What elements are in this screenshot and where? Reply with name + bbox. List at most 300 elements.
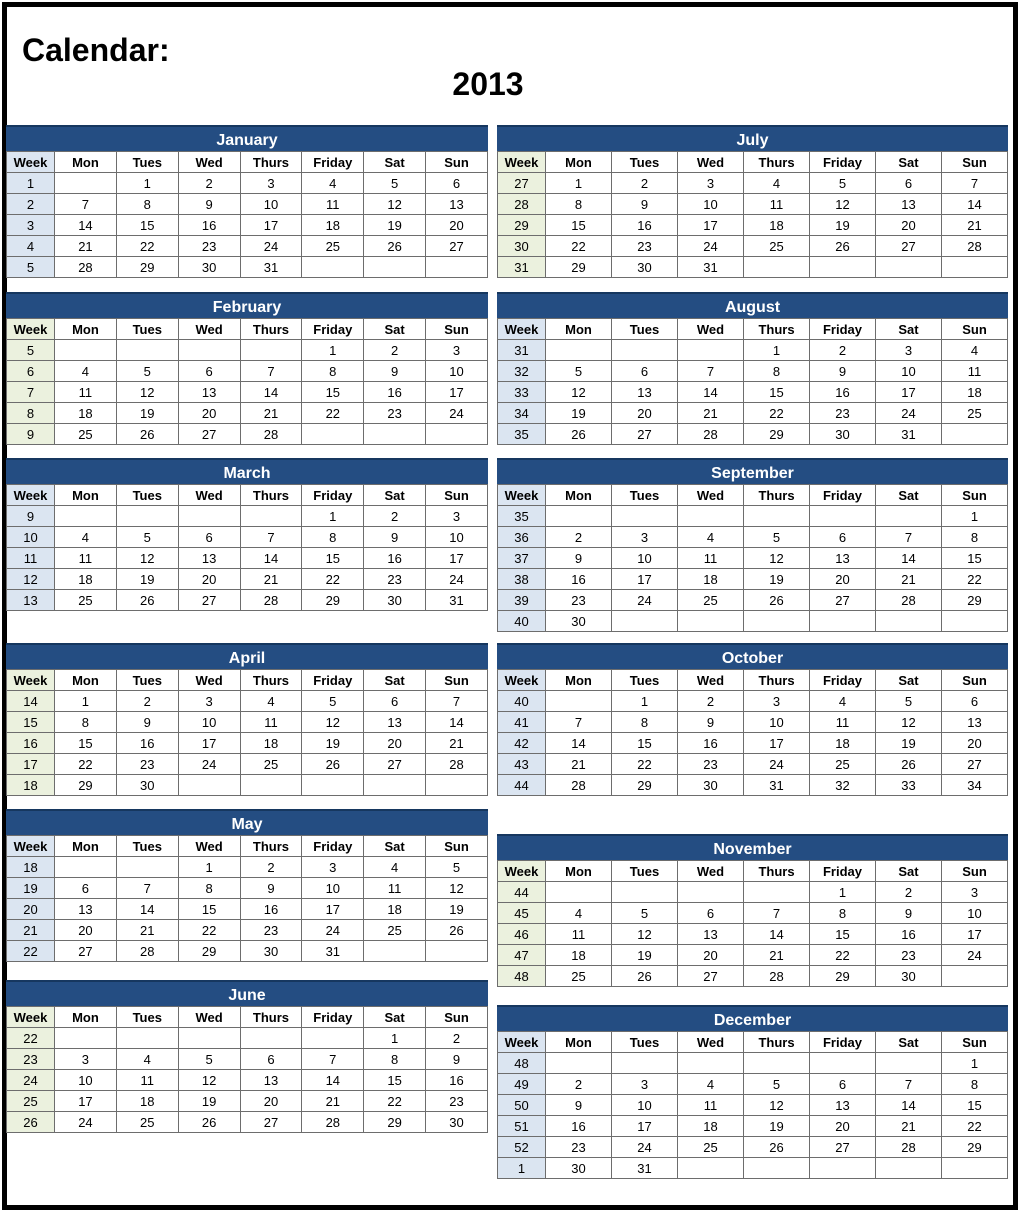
day-cell: [116, 1028, 178, 1049]
week-row: [498, 590, 1008, 611]
day-cell: 18: [302, 215, 364, 236]
week-number: 13: [7, 590, 55, 611]
day-cell: [942, 257, 1008, 278]
day-cell: 6: [178, 361, 240, 382]
week-number: 14: [7, 691, 55, 712]
day-cell: 12: [810, 194, 876, 215]
day-cell: 6: [678, 903, 744, 924]
day-cell: 5: [116, 527, 178, 548]
day-cell: 26: [744, 590, 810, 611]
day-cell: 8: [55, 712, 117, 733]
day-cell: 3: [612, 527, 678, 548]
day-cell: 13: [55, 899, 117, 920]
day-cell: 13: [942, 712, 1008, 733]
day-cell: 13: [364, 712, 426, 733]
day-cell: [744, 506, 810, 527]
day-cell: [240, 506, 302, 527]
day-cell: 1: [546, 173, 612, 194]
day-cell: 27: [55, 941, 117, 962]
day-cell: 8: [612, 712, 678, 733]
day-cell: 23: [116, 754, 178, 775]
week-row: [498, 1053, 1008, 1074]
week-number: 4: [7, 236, 55, 257]
day-cell: 1: [178, 857, 240, 878]
day-cell: [744, 1053, 810, 1074]
month-table: [6, 151, 488, 278]
day-cell: 7: [678, 361, 744, 382]
day-cell: [678, 506, 744, 527]
day-cell: 5: [810, 173, 876, 194]
day-cell: 22: [942, 569, 1008, 590]
day-cell: 29: [55, 775, 117, 796]
month-name: March: [6, 458, 488, 484]
day-cell: 28: [876, 590, 942, 611]
day-cell: [178, 506, 240, 527]
week-row: [7, 920, 488, 941]
day-cell: 21: [942, 215, 1008, 236]
day-cell: 22: [302, 569, 364, 590]
day-cell: 14: [240, 548, 302, 569]
week-row: [7, 548, 488, 569]
column-header: Wed: [678, 152, 744, 173]
day-cell: 17: [612, 1116, 678, 1137]
day-cell: 1: [302, 340, 364, 361]
header-row: [7, 485, 488, 506]
day-cell: 6: [426, 173, 488, 194]
week-number: 19: [7, 878, 55, 899]
day-cell: 12: [546, 382, 612, 403]
day-cell: 1: [744, 340, 810, 361]
day-cell: 9: [546, 1095, 612, 1116]
day-cell: 1: [942, 506, 1008, 527]
day-cell: 15: [942, 548, 1008, 569]
week-number: 30: [498, 236, 546, 257]
day-cell: [546, 506, 612, 527]
day-cell: 17: [942, 924, 1008, 945]
day-cell: 20: [364, 733, 426, 754]
day-cell: 27: [178, 590, 240, 611]
day-cell: 1: [364, 1028, 426, 1049]
day-cell: 10: [744, 712, 810, 733]
day-cell: [678, 340, 744, 361]
day-cell: 29: [116, 257, 178, 278]
day-cell: 16: [116, 733, 178, 754]
column-header: Week: [7, 1007, 55, 1028]
day-cell: 24: [612, 590, 678, 611]
day-cell: [876, 506, 942, 527]
day-cell: 15: [942, 1095, 1008, 1116]
column-header: Week: [498, 485, 546, 506]
day-cell: 24: [426, 403, 488, 424]
day-cell: 3: [942, 882, 1008, 903]
month-august: [497, 292, 1008, 445]
day-cell: 13: [678, 924, 744, 945]
week-number: 46: [498, 924, 546, 945]
day-cell: 24: [942, 945, 1008, 966]
day-cell: [364, 775, 426, 796]
day-cell: 5: [302, 691, 364, 712]
day-cell: 16: [364, 548, 426, 569]
week-number: 32: [498, 361, 546, 382]
week-row: [498, 215, 1008, 236]
day-cell: 22: [55, 754, 117, 775]
day-cell: 28: [240, 424, 302, 445]
day-cell: [302, 424, 364, 445]
day-cell: 20: [178, 569, 240, 590]
column-header: Sat: [876, 152, 942, 173]
day-cell: 23: [364, 403, 426, 424]
week-row: [7, 712, 488, 733]
month-name: December: [497, 1005, 1008, 1031]
day-cell: 18: [55, 403, 117, 424]
day-cell: [612, 506, 678, 527]
month-name: November: [497, 834, 1008, 860]
day-cell: [116, 506, 178, 527]
day-cell: 6: [240, 1049, 302, 1070]
week-number: 26: [7, 1112, 55, 1133]
header-row: [7, 670, 488, 691]
column-header: Sat: [364, 1007, 426, 1028]
day-cell: 7: [876, 527, 942, 548]
day-cell: 9: [426, 1049, 488, 1070]
day-cell: 8: [942, 1074, 1008, 1095]
day-cell: 20: [426, 215, 488, 236]
day-cell: 30: [546, 611, 612, 632]
day-cell: 7: [240, 527, 302, 548]
day-cell: [942, 1158, 1008, 1179]
header-row: [498, 319, 1008, 340]
column-header: Thurs: [240, 1007, 302, 1028]
week-number: 15: [7, 712, 55, 733]
day-cell: [744, 611, 810, 632]
day-cell: 22: [546, 236, 612, 257]
column-header: Sun: [942, 485, 1008, 506]
day-cell: 2: [178, 173, 240, 194]
week-row: [7, 754, 488, 775]
day-cell: 23: [810, 403, 876, 424]
day-cell: 11: [240, 712, 302, 733]
column-header: Friday: [302, 152, 364, 173]
week-row: [498, 966, 1008, 987]
day-cell: 27: [810, 590, 876, 611]
day-cell: 2: [426, 1028, 488, 1049]
column-header: Friday: [810, 670, 876, 691]
day-cell: 25: [942, 403, 1008, 424]
day-cell: 29: [942, 1137, 1008, 1158]
column-header: Mon: [546, 485, 612, 506]
day-cell: 27: [612, 424, 678, 445]
column-header: Thurs: [744, 485, 810, 506]
day-cell: 16: [678, 733, 744, 754]
day-cell: 25: [55, 590, 117, 611]
day-cell: 3: [612, 1074, 678, 1095]
day-cell: 2: [810, 340, 876, 361]
column-header: Week: [498, 861, 546, 882]
day-cell: [302, 257, 364, 278]
week-row: [7, 569, 488, 590]
day-cell: 4: [240, 691, 302, 712]
day-cell: 20: [178, 403, 240, 424]
day-cell: [426, 424, 488, 445]
week-row: [7, 878, 488, 899]
day-cell: 12: [744, 1095, 810, 1116]
day-cell: [876, 1053, 942, 1074]
day-cell: [240, 1028, 302, 1049]
header-row: [498, 861, 1008, 882]
day-cell: 14: [116, 899, 178, 920]
day-cell: 21: [116, 920, 178, 941]
month-name: June: [6, 980, 488, 1006]
header-row: [498, 1032, 1008, 1053]
day-cell: 31: [426, 590, 488, 611]
column-header: Sat: [876, 319, 942, 340]
header-row: [7, 319, 488, 340]
column-header: Week: [498, 670, 546, 691]
day-cell: 12: [302, 712, 364, 733]
column-header: Mon: [546, 152, 612, 173]
day-cell: 22: [364, 1091, 426, 1112]
month-table: [6, 484, 488, 611]
week-row: [7, 361, 488, 382]
day-cell: [876, 1158, 942, 1179]
column-header: Sat: [364, 485, 426, 506]
day-cell: 7: [55, 194, 117, 215]
day-cell: 5: [178, 1049, 240, 1070]
day-cell: 15: [302, 382, 364, 403]
day-cell: 10: [178, 712, 240, 733]
week-number: 29: [498, 215, 546, 236]
week-number: 5: [7, 257, 55, 278]
day-cell: 19: [426, 899, 488, 920]
day-cell: 24: [612, 1137, 678, 1158]
column-header: Thurs: [744, 1032, 810, 1053]
column-header: Tues: [116, 836, 178, 857]
week-number: 52: [498, 1137, 546, 1158]
day-cell: 27: [426, 236, 488, 257]
day-cell: 23: [240, 920, 302, 941]
column-header: Sat: [364, 319, 426, 340]
day-cell: 8: [364, 1049, 426, 1070]
day-cell: 27: [678, 966, 744, 987]
day-cell: 5: [876, 691, 942, 712]
day-cell: 8: [942, 527, 1008, 548]
week-number: 48: [498, 1053, 546, 1074]
day-cell: [810, 1053, 876, 1074]
day-cell: 22: [744, 403, 810, 424]
day-cell: 11: [678, 548, 744, 569]
day-cell: 11: [942, 361, 1008, 382]
header-row: [7, 152, 488, 173]
week-number: 9: [7, 424, 55, 445]
day-cell: 23: [678, 754, 744, 775]
week-number: 9: [7, 506, 55, 527]
day-cell: 18: [810, 733, 876, 754]
day-cell: 9: [810, 361, 876, 382]
day-cell: 20: [678, 945, 744, 966]
day-cell: [364, 424, 426, 445]
day-cell: 25: [678, 590, 744, 611]
week-number: 6: [7, 361, 55, 382]
week-number: 18: [7, 775, 55, 796]
week-row: [498, 1158, 1008, 1179]
day-cell: 15: [116, 215, 178, 236]
month-february: [6, 292, 488, 445]
column-header: Tues: [116, 152, 178, 173]
day-cell: [178, 1028, 240, 1049]
day-cell: 23: [876, 945, 942, 966]
column-header: Wed: [178, 319, 240, 340]
month-table: [497, 1031, 1008, 1179]
day-cell: 25: [55, 424, 117, 445]
day-cell: 2: [116, 691, 178, 712]
day-cell: [546, 340, 612, 361]
day-cell: 20: [876, 215, 942, 236]
day-cell: [55, 173, 117, 194]
column-header: Sat: [876, 670, 942, 691]
week-number: 2: [7, 194, 55, 215]
day-cell: 11: [55, 382, 117, 403]
column-header: Thurs: [240, 836, 302, 857]
day-cell: 4: [116, 1049, 178, 1070]
day-cell: 12: [364, 194, 426, 215]
day-cell: 10: [876, 361, 942, 382]
week-row: [7, 527, 488, 548]
day-cell: 33: [876, 775, 942, 796]
month-december: [497, 1005, 1008, 1179]
day-cell: 4: [302, 173, 364, 194]
month-may: [6, 809, 488, 962]
day-cell: 14: [678, 382, 744, 403]
day-cell: 23: [364, 569, 426, 590]
day-cell: 12: [876, 712, 942, 733]
day-cell: 2: [364, 506, 426, 527]
day-cell: 9: [364, 361, 426, 382]
day-cell: 31: [744, 775, 810, 796]
day-cell: 3: [744, 691, 810, 712]
day-cell: 30: [426, 1112, 488, 1133]
month-table: [6, 669, 488, 796]
column-header: Sat: [876, 1032, 942, 1053]
column-header: Week: [7, 670, 55, 691]
column-header: Wed: [178, 485, 240, 506]
column-header: Thurs: [744, 670, 810, 691]
day-cell: 5: [744, 1074, 810, 1095]
day-cell: 8: [116, 194, 178, 215]
day-cell: 17: [240, 215, 302, 236]
column-header: Friday: [302, 319, 364, 340]
day-cell: [426, 257, 488, 278]
day-cell: 23: [426, 1091, 488, 1112]
day-cell: 29: [302, 590, 364, 611]
week-row: [498, 903, 1008, 924]
day-cell: 6: [810, 1074, 876, 1095]
day-cell: 7: [942, 173, 1008, 194]
week-row: [498, 712, 1008, 733]
day-cell: [744, 257, 810, 278]
day-cell: 6: [810, 527, 876, 548]
week-row: [498, 733, 1008, 754]
column-header: Week: [7, 836, 55, 857]
week-number: 43: [498, 754, 546, 775]
day-cell: 27: [810, 1137, 876, 1158]
day-cell: 14: [942, 194, 1008, 215]
week-row: [498, 361, 1008, 382]
day-cell: 19: [116, 569, 178, 590]
column-header: Sun: [426, 152, 488, 173]
week-row: [7, 1070, 488, 1091]
day-cell: 22: [302, 403, 364, 424]
day-cell: 11: [810, 712, 876, 733]
day-cell: 12: [612, 924, 678, 945]
day-cell: 11: [116, 1070, 178, 1091]
day-cell: 25: [116, 1112, 178, 1133]
day-cell: 14: [55, 215, 117, 236]
day-cell: 21: [426, 733, 488, 754]
header-row: [498, 670, 1008, 691]
week-row: [498, 611, 1008, 632]
week-number: 42: [498, 733, 546, 754]
week-number: 27: [498, 173, 546, 194]
day-cell: 17: [302, 899, 364, 920]
week-row: [7, 691, 488, 712]
day-cell: 25: [810, 754, 876, 775]
day-cell: 9: [240, 878, 302, 899]
day-cell: [678, 1158, 744, 1179]
day-cell: [364, 257, 426, 278]
day-cell: 11: [364, 878, 426, 899]
day-cell: [810, 506, 876, 527]
day-cell: 26: [546, 424, 612, 445]
day-cell: 28: [426, 754, 488, 775]
day-cell: 21: [744, 945, 810, 966]
header-row: [7, 836, 488, 857]
week-number: 11: [7, 548, 55, 569]
day-cell: 11: [678, 1095, 744, 1116]
day-cell: 34: [942, 775, 1008, 796]
column-header: Week: [7, 485, 55, 506]
column-header: Sun: [942, 1032, 1008, 1053]
day-cell: 25: [546, 966, 612, 987]
day-cell: 15: [546, 215, 612, 236]
week-row: [7, 424, 488, 445]
week-row: [498, 1137, 1008, 1158]
day-cell: 13: [810, 1095, 876, 1116]
day-cell: 27: [876, 236, 942, 257]
week-number: 35: [498, 506, 546, 527]
month-table: [497, 318, 1008, 445]
day-cell: 8: [546, 194, 612, 215]
day-cell: 18: [55, 569, 117, 590]
day-cell: 10: [302, 878, 364, 899]
day-cell: 24: [876, 403, 942, 424]
day-cell: 18: [116, 1091, 178, 1112]
day-cell: [178, 340, 240, 361]
day-cell: [55, 857, 117, 878]
column-header: Sat: [364, 152, 426, 173]
column-header: Sat: [364, 670, 426, 691]
day-cell: 1: [942, 1053, 1008, 1074]
column-header: Friday: [302, 1007, 364, 1028]
day-cell: 6: [612, 361, 678, 382]
day-cell: [810, 611, 876, 632]
week-number: 49: [498, 1074, 546, 1095]
day-cell: 22: [178, 920, 240, 941]
day-cell: 9: [546, 548, 612, 569]
column-header: Wed: [178, 1007, 240, 1028]
day-cell: 2: [546, 527, 612, 548]
week-row: [7, 899, 488, 920]
week-row: [7, 1112, 488, 1133]
